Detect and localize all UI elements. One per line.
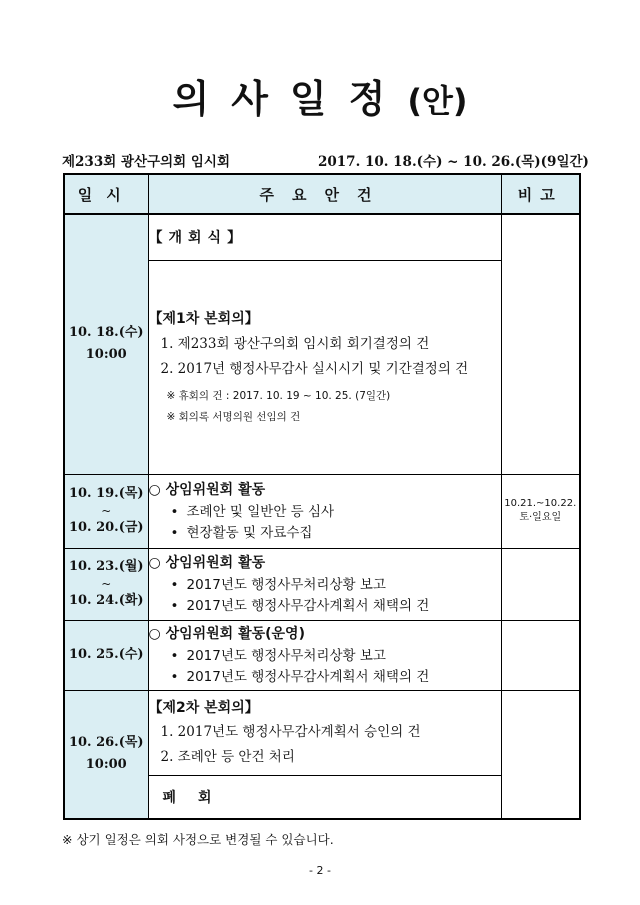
day3-content-cell	[148, 548, 501, 620]
day2-title: ○ 상임위원회 활동	[148, 482, 266, 498]
day2-bullet1: • 조례안 및 일반안 등 심사	[170, 504, 335, 520]
plenary2-title: 【제2차 본회의】	[148, 699, 259, 716]
day4-title: ○ 상임위원회 활동(운영)	[148, 626, 305, 642]
day2-note-line1: 10.21.~10.22.	[504, 498, 577, 509]
page-number: - 2 -	[309, 864, 331, 877]
day2-time-cell	[64, 474, 148, 548]
header-items: 주요안건	[148, 174, 501, 214]
plenary1-title: 【제1차 본회의】	[148, 311, 259, 327]
day1-opening-row	[64, 214, 580, 260]
plenary1-item2: 2. 2017년 행정사무감사 실시시기 및 기간결정의 건	[160, 361, 469, 377]
day5-date: 10. 26.(목)	[68, 735, 144, 751]
day5-note-cell	[501, 690, 580, 819]
plenary2-item2: 2. 조례안 등 안건 처리	[160, 748, 295, 765]
day2-row	[64, 474, 580, 548]
day3-range-sep: ~	[101, 577, 112, 591]
day3-row	[64, 548, 580, 620]
day3-note-cell	[501, 548, 580, 620]
closing-cell	[148, 775, 501, 819]
plenary1-sub1: ※ 휴회의 건 : 2017. 10. 19 ~ 10. 25. (7일간)	[166, 390, 391, 402]
day3-time-cell	[64, 548, 148, 620]
day3-date-start: 10. 23.(월)	[68, 559, 144, 574]
day1-note-cell	[501, 214, 580, 474]
plenary1-item1: 1. 제233회 광산구의회 임시회 회기결정의 건	[160, 336, 430, 352]
day4-bullet1: • 2017년도 행정사무처리상황 보고	[170, 648, 386, 664]
day4-row	[64, 620, 580, 690]
day5-time-cell	[64, 690, 148, 819]
header-row	[64, 174, 580, 214]
day3-date-end: 10. 24.(화)	[68, 593, 144, 608]
day2-content-cell	[148, 474, 501, 548]
title-main: 의사일정	[172, 77, 408, 121]
day2-date-end: 10. 20.(금)	[68, 520, 144, 535]
day4-time-cell	[64, 620, 148, 690]
day4-date: 10. 25.(수)	[68, 647, 144, 662]
day2-note-cell	[501, 474, 580, 548]
day4-content-cell	[148, 620, 501, 690]
day1-time: 10:00	[85, 347, 127, 363]
closing-ceremony: 폐회	[162, 789, 234, 806]
day1-date: 10. 18.(수)	[68, 325, 144, 341]
day1-time-cell	[64, 214, 148, 474]
opening-ceremony: 【개회식】	[148, 230, 248, 247]
day3-bullet1: • 2017년도 행정사무처리상황 보고	[170, 577, 386, 593]
day2-note-line2: 토·일요일	[519, 512, 562, 523]
header-time: 일시	[64, 174, 148, 214]
day4-bullet2: • 2017년도 행정사무감사계획서 채택의 건	[170, 669, 430, 685]
footnote: ※ 상기 일정은 의회 사정으로 변경될 수 있습니다.	[62, 832, 334, 847]
plenary1-sub2: ※ 회의록 서명의원 선임의 건	[166, 411, 301, 423]
header-note: 비고	[501, 174, 580, 214]
day4-note-cell	[501, 620, 580, 690]
title-draft-mark: (안)	[407, 82, 468, 120]
document-title	[0, 68, 640, 123]
session-period: 2017. 10. 18.(수) ~ 10. 26.(목)(9일간)	[318, 154, 589, 170]
plenary1-cell	[148, 260, 501, 474]
day3-bullet2: • 2017년도 행정사무감사계획서 채택의 건	[170, 598, 430, 614]
plenary2-cell	[148, 690, 501, 775]
opening-ceremony-cell	[148, 214, 501, 260]
schedule-table	[63, 173, 581, 820]
day2-range-sep: ~	[101, 504, 112, 518]
day3-title: ○ 상임위원회 활동	[148, 555, 266, 571]
day2-date-start: 10. 19.(목)	[68, 486, 144, 501]
day5-time: 10:00	[85, 757, 127, 773]
session-name: 제233회 광산구의회 임시회	[62, 154, 230, 170]
day5-plenary-row	[64, 690, 580, 775]
day2-bullet2: • 현장활동 및 자료수집	[170, 525, 313, 541]
plenary2-item1: 1. 2017년도 행정사무감사계획서 승인의 건	[160, 723, 421, 740]
